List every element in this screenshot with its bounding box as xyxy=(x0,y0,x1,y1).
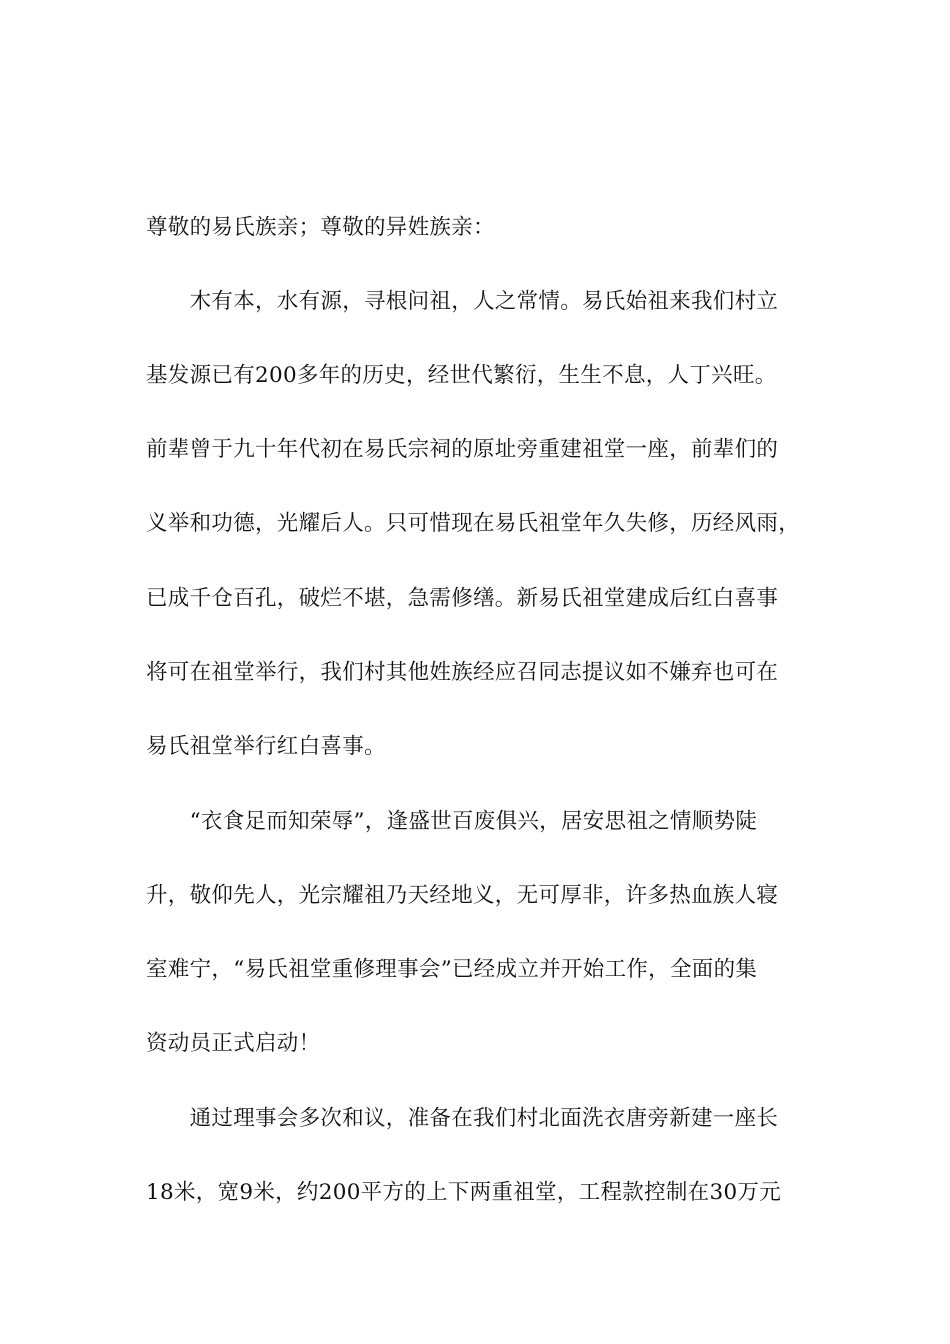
text-line: 将可在祖堂举行，我们村其他姓族经应召同志提议如不嫌弃也可在 xyxy=(146,660,779,685)
text-line: 前辈曾于九十年代初在易氏宗祠的原址旁重建祖堂一座，前辈们的 xyxy=(146,437,779,462)
text-line: 已成千仓百孔，破烂不堪，急需修缮。新易氏祖堂建成后红白喜事 xyxy=(146,586,779,611)
text-line: 木有本，水有源，寻根问祖，人之常情。易氏始祖来我们村立 xyxy=(146,289,779,314)
text-line: “衣食足而知荣辱”，逢盛世百废俱兴，居安思祖之情顺势陡 xyxy=(146,809,758,834)
text-line: 资动员正式启动！ xyxy=(146,1031,321,1056)
text-line: 尊敬的易氏族亲；尊敬的异姓族亲： xyxy=(146,215,495,240)
text-line: 18米，宽9米，约200平方的上下两重祖堂，工程款控制在30万元 xyxy=(146,1180,782,1205)
text-line: 室难宁，“易氏祖堂重修理事会”已经成立并开始工作，全面的集 xyxy=(146,957,758,982)
text-line: 易氏祖堂举行红白喜事。 xyxy=(146,734,386,759)
text-line: 义举和功德，光耀后人。只可惜现在易氏祖堂年久失修，历经风雨， xyxy=(146,511,801,536)
text-line: 基发源已有200多年的历史，经世代繁衍，生生不息，人丁兴旺。 xyxy=(146,363,777,388)
text-line: 升，敬仰先人，光宗耀祖乃天经地义，无可厚非，许多热血族人寝 xyxy=(146,883,779,908)
text-line: 通过理事会多次和议，准备在我们村北面洗衣唐旁新建一座长 xyxy=(146,1106,779,1131)
